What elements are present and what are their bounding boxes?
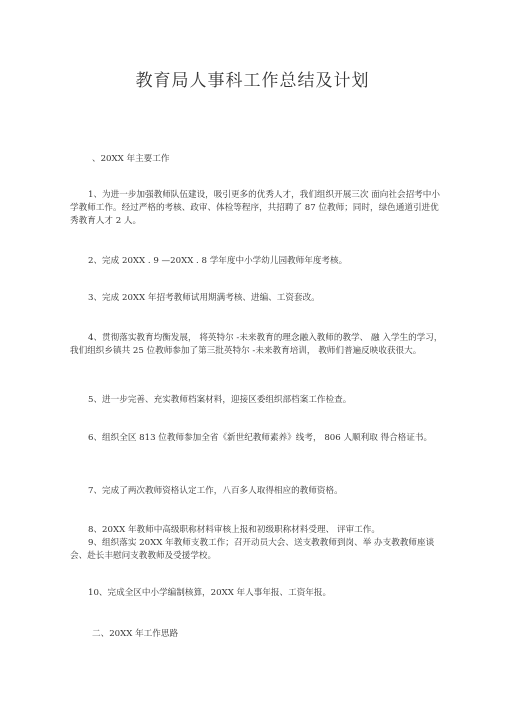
list-item-5: 5、进一步完善、充实教师档案材料，迎接区委组织部档案工作检查。 [88,395,352,405]
list-item-1: 1、为进一步加强教师队伍建设，吸引更多的优秀人才，我们组织开展三次 面向社会招考中小学教师工作。经过严格的考核、政审、体检等程序，共招聘了 87 位教师；同时，绿色通道引进优秀教育人才 2 人。 [70,190,440,226]
section-heading-2: 二、20XX 年工作思路 [92,629,179,639]
list-item-6: 6、组织全区 813 位教师参加全省《新世纪教师素养》线考， 806 人顺利取 得合格证书。 [88,433,433,443]
list-item-9: 9、组织落实 20XX 年教师支教工作；召开动员大会、送支教教师到岗、举 办支教教师座谈会、赴长丰慰问支教教师及受援学校。 [70,538,435,561]
list-item-7: 7、完成了两次教师资格认定工作，八百多人取得相应的教师资格。 [88,486,343,496]
list-item-10: 10、完成全区中小学编制核算，20XX 年人事年报、工资年报。 [88,588,332,598]
section-heading-1: 、20XX 年主要工作 [92,154,170,164]
document-title: 教育局人事科工作总结及计划 [135,71,370,91]
list-item-4: 4、贯彻落实教育均衡发展， 将英特尔 -未来教育的理念融入教师的教学、 融 入学生的学习，我们组织乡镇共 25 位教师参加了第三批英特尔 -未来教育培训， 教师们普遍反映收获很大。 [70,333,443,356]
list-item-8: 8、20XX 年教师中高级职称材料审核上报和初级职称材料受理、 评审工作。 [88,525,380,535]
list-item-3: 3、完成 20XX 年招考教师试用期满考核、进编、工资套改。 [88,293,320,303]
list-item-2: 2、完成 20XX . 9 —20XX . 8 学年度中小学幼儿园教师年度考核。 [88,256,348,266]
